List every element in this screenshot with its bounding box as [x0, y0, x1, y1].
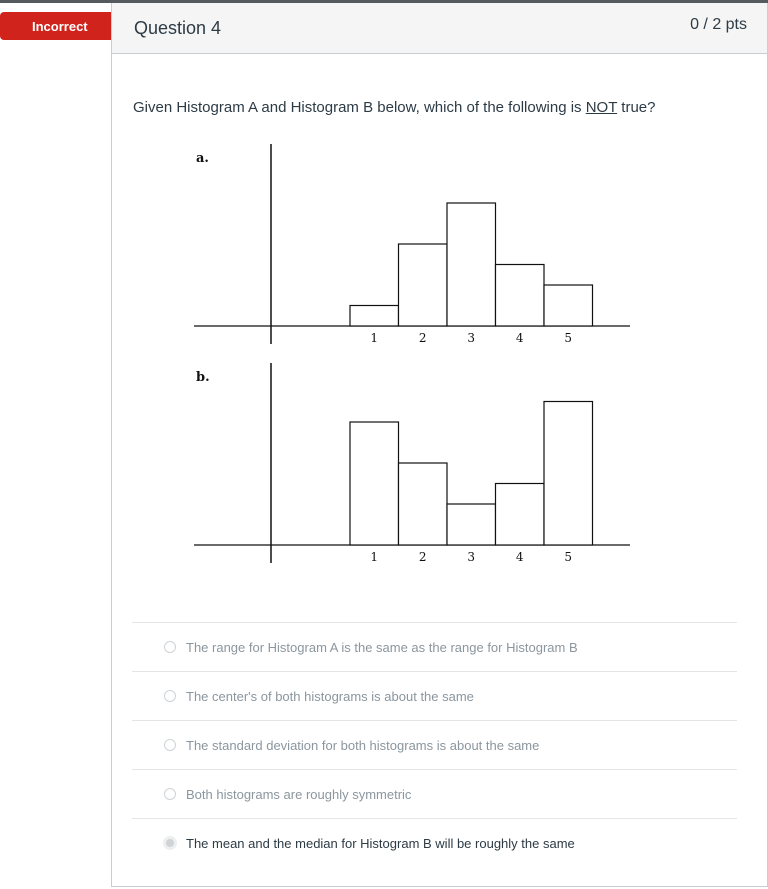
radio-button-selected[interactable]	[163, 836, 177, 850]
histogram-a-chart	[182, 142, 632, 352]
tick-label-2: 2	[418, 550, 427, 564]
tick-label-4: 4	[515, 550, 524, 564]
tick-label-4: 4	[515, 331, 524, 345]
histogram-b-chart	[182, 361, 632, 571]
answer-label: The mean and the median for Histogram B will be roughly the same	[186, 835, 575, 851]
panel-label: a.	[196, 151, 209, 166]
histogram-bar-1	[350, 306, 399, 327]
histogram-bar-3	[447, 203, 496, 326]
answer-option-2[interactable]	[132, 671, 737, 720]
tick-label-2: 2	[418, 331, 427, 345]
answer-label: The center's of both histograms is about the same	[186, 688, 474, 704]
tick-label-1: 1	[370, 331, 379, 345]
tick-label-3: 3	[467, 331, 476, 345]
histogram-bar-3	[447, 504, 496, 545]
tick-label-5: 5	[564, 331, 573, 345]
tick-label-5: 5	[564, 550, 573, 564]
answer-option-4[interactable]	[132, 769, 737, 818]
question-card	[111, 3, 768, 887]
histogram-bar-4	[496, 484, 545, 546]
answer-option-3[interactable]	[132, 720, 737, 769]
tick-label-1: 1	[370, 550, 379, 564]
histogram-bar-4	[496, 265, 545, 327]
histogram-b	[182, 361, 632, 571]
histogram-bar-1	[350, 422, 399, 545]
question-text-start: Given Histogram A and Histogram B below, which of the following is	[133, 99, 586, 116]
histogram-a	[182, 142, 632, 352]
histogram-bar-2	[399, 244, 448, 326]
question-text-emphasis: NOT	[585, 99, 618, 116]
histogram-bar-5	[544, 402, 593, 546]
question-header	[112, 3, 767, 54]
question-points: 0 / 2 pts	[690, 16, 747, 33]
radio-button[interactable]	[164, 739, 176, 751]
status-badge: Incorrect	[0, 12, 112, 40]
radio-button[interactable]	[164, 641, 176, 653]
answer-option-5[interactable]	[132, 818, 737, 867]
answer-label: The standard deviation for both histograms is about the same	[186, 737, 540, 753]
radio-button[interactable]	[164, 788, 176, 800]
question-text-end: true?	[617, 99, 656, 116]
answer-label: The range for Histogram A is the same as the range for Histogram B	[186, 639, 578, 655]
panel-label: b.	[196, 370, 210, 385]
answer-label: Both histograms are roughly symmetric	[186, 786, 412, 802]
histogram-bar-2	[399, 463, 448, 545]
answer-option-1[interactable]	[132, 622, 737, 671]
tick-label-3: 3	[467, 550, 476, 564]
question-title: Question 4	[134, 18, 222, 38]
radio-button[interactable]	[164, 690, 176, 702]
question-text	[133, 99, 655, 116]
histogram-bar-5	[544, 285, 593, 326]
